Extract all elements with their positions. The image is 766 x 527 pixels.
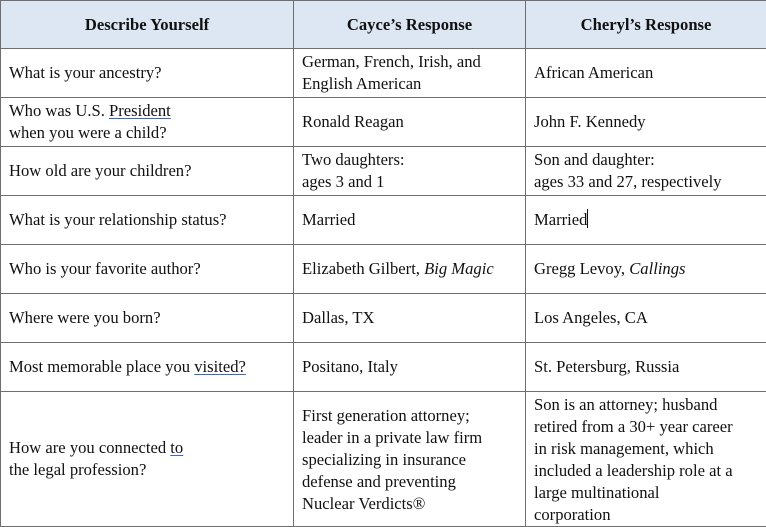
question-cell: Who is your favorite author? — [1, 245, 294, 294]
question-cell: Most memorable place you visited? — [1, 343, 294, 392]
question-cell: How are you connected to the legal profession? — [1, 392, 294, 527]
table-row — [1, 245, 766, 294]
cayce-answer-cell: Dallas, TX — [294, 294, 526, 343]
cheryl-answer-cell: Gregg Levoy, Callings — [526, 245, 766, 294]
cheryl-answer-cell: Son and daughter: ages 33 and 27, respectively — [526, 147, 766, 196]
header-row — [1, 1, 766, 49]
table-row — [1, 98, 766, 147]
table-row — [1, 196, 766, 245]
cayce-answer-cell: Ronald Reagan — [294, 98, 526, 147]
grammar-underline[interactable]: President — [109, 101, 171, 120]
question-cell: How old are your children? — [1, 147, 294, 196]
cheryl-answer-cell: African American — [526, 49, 766, 98]
cheryl-answer-cell: Los Angeles, CA — [526, 294, 766, 343]
table-row — [1, 294, 766, 343]
cheryl-answer-cell: Son is an attorney; husband retired from a 30+ year career in risk management, which included a leadership role at a large multinational corporation — [526, 392, 766, 527]
question-cell: What is your ancestry? — [1, 49, 294, 98]
grammar-underline[interactable]: visited? — [194, 357, 246, 376]
question-cell: Where were you born? — [1, 294, 294, 343]
cayce-answer-cell: Elizabeth Gilbert, Big Magic — [294, 245, 526, 294]
grammar-underline[interactable]: to — [170, 438, 183, 457]
question-cell: What is your relationship status? — [1, 196, 294, 245]
text-cursor — [587, 209, 588, 228]
header-describe-yourself: Describe Yourself — [1, 1, 294, 49]
table-row — [1, 392, 766, 527]
question-cell: Who was U.S. President when you were a child? — [1, 98, 294, 147]
header-cheryl-response: Cheryl’s Response — [526, 1, 766, 49]
table-row — [1, 147, 766, 196]
cayce-answer-cell: Two daughters: ages 3 and 1 — [294, 147, 526, 196]
cheryl-answer-cell: John F. Kennedy — [526, 98, 766, 147]
cheryl-answer-cell: St. Petersburg, Russia — [526, 343, 766, 392]
cayce-answer-cell: Married — [294, 196, 526, 245]
cayce-answer-cell: First generation attorney; leader in a private law firm specializing in insurance defense and preventing Nuclear Verdicts® — [294, 392, 526, 527]
header-cayce-response: Cayce’s Response — [294, 1, 526, 49]
table-row — [1, 343, 766, 392]
cayce-answer-cell: German, French, Irish, and English American — [294, 49, 526, 98]
table-row — [1, 49, 766, 98]
cayce-answer-cell: Positano, Italy — [294, 343, 526, 392]
cheryl-answer-cell[interactable]: Married — [526, 196, 766, 245]
